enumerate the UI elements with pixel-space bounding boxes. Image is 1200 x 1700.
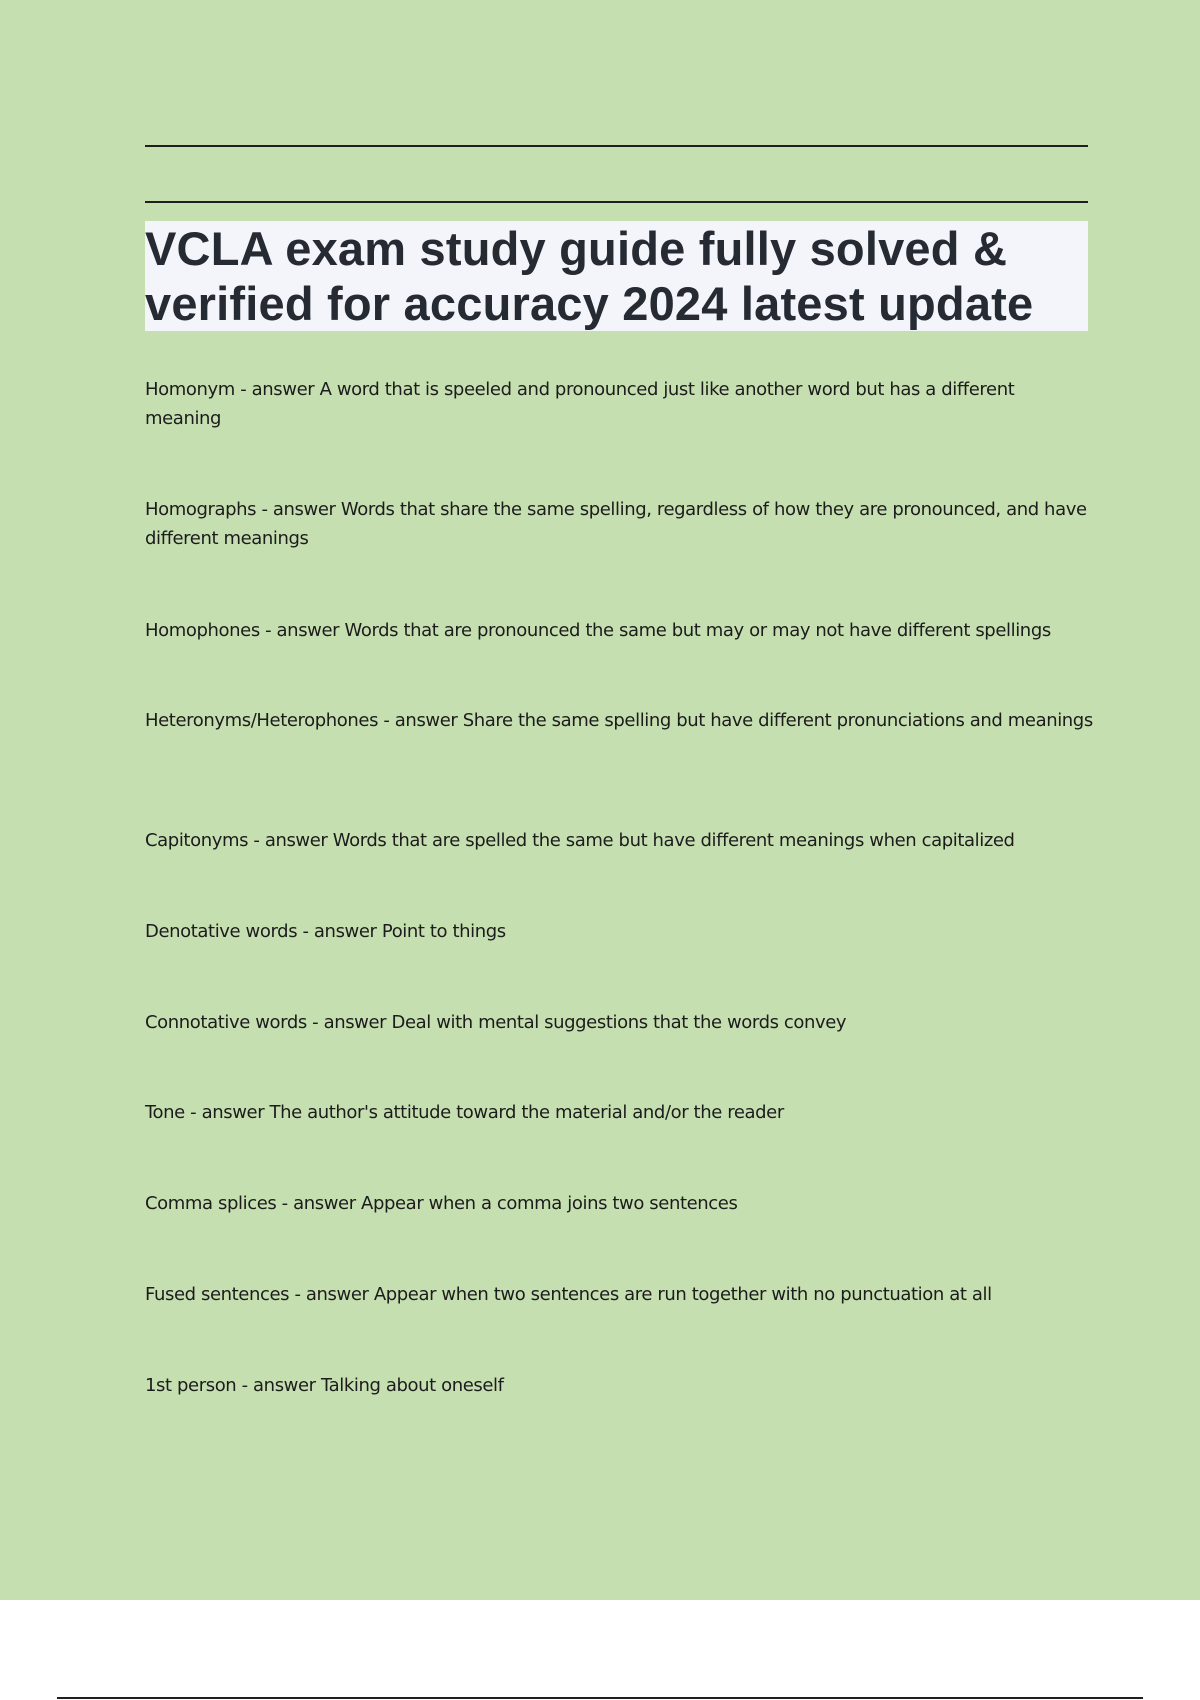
qa-entry bbox=[145, 1371, 1095, 1400]
entry-term: Comma splices bbox=[145, 1193, 277, 1214]
entry-definition: The author's attitude toward the material and/or the reader bbox=[269, 1102, 784, 1123]
qa-entry bbox=[145, 375, 1095, 433]
entry-definition: Point to things bbox=[381, 921, 506, 942]
qa-entry bbox=[145, 826, 1095, 855]
qa-entry bbox=[145, 1008, 1095, 1037]
entry-term: Connotative words bbox=[145, 1012, 307, 1033]
qa-entry bbox=[145, 706, 1095, 735]
qa-entry bbox=[145, 1189, 1095, 1218]
header-rule-bottom bbox=[145, 201, 1088, 203]
entry-definition: Words that share the same spelling, regardless of how they are pronounced, and have different meanings bbox=[145, 499, 1087, 549]
qa-entry bbox=[145, 917, 1095, 946]
entry-term: Capitonyms bbox=[145, 830, 249, 851]
entry-term: Fused sentences bbox=[145, 1284, 290, 1305]
entry-term: Tone bbox=[145, 1102, 185, 1123]
entry-separator: - answer bbox=[276, 1193, 362, 1214]
entry-separator: - answer bbox=[306, 1012, 392, 1033]
entry-separator: - answer bbox=[256, 499, 341, 520]
entry-definition: Words that are pronounced the same but may or may not have different spellings bbox=[344, 620, 1051, 641]
entry-term: Heteronyms/Heterophones bbox=[145, 710, 379, 731]
entry-separator: - answer bbox=[248, 830, 333, 851]
entry-definition: Talking about oneself bbox=[321, 1375, 504, 1396]
entry-definition: Words that are spelled the same but have different meanings when capitalized bbox=[332, 830, 1015, 851]
entry-definition: A word that is speeled and pronounced just like another word but has a different meaning bbox=[145, 379, 1015, 429]
entry-separator: - answer bbox=[234, 379, 320, 400]
qa-entry bbox=[145, 1098, 1095, 1127]
entry-term: Homophones bbox=[145, 620, 260, 641]
entry-separator: - answer bbox=[259, 620, 345, 641]
entry-definition: Share the same spelling but have different pronunciations and meanings bbox=[462, 710, 1093, 731]
entry-term: Homographs bbox=[145, 499, 257, 520]
page-title: VCLA exam study guide fully solved & verified for accuracy 2024 latest update bbox=[145, 222, 1034, 330]
entry-term: Denotative words bbox=[145, 921, 298, 942]
entry-definition: Deal with mental suggestions that the words convey bbox=[391, 1012, 847, 1033]
entry-term: 1st person bbox=[145, 1375, 237, 1396]
entry-separator: - answer bbox=[297, 921, 382, 942]
header-rule-top bbox=[145, 145, 1088, 147]
entry-definition: Appear when two sentences are run together with no punctuation at all bbox=[373, 1284, 992, 1305]
qa-entry bbox=[145, 1280, 1095, 1309]
title-box bbox=[145, 221, 1088, 331]
entry-separator: - answer bbox=[378, 710, 463, 731]
entry-separator: - answer bbox=[236, 1375, 321, 1396]
entry-term: Homonym bbox=[145, 379, 235, 400]
qa-entry bbox=[145, 616, 1095, 645]
footer-rule bbox=[57, 1697, 1143, 1699]
entry-separator: - answer bbox=[289, 1284, 374, 1305]
entry-separator: - answer bbox=[184, 1102, 270, 1123]
entry-definition: Appear when a comma joins two sentences bbox=[361, 1193, 738, 1214]
qa-entry bbox=[145, 495, 1095, 553]
